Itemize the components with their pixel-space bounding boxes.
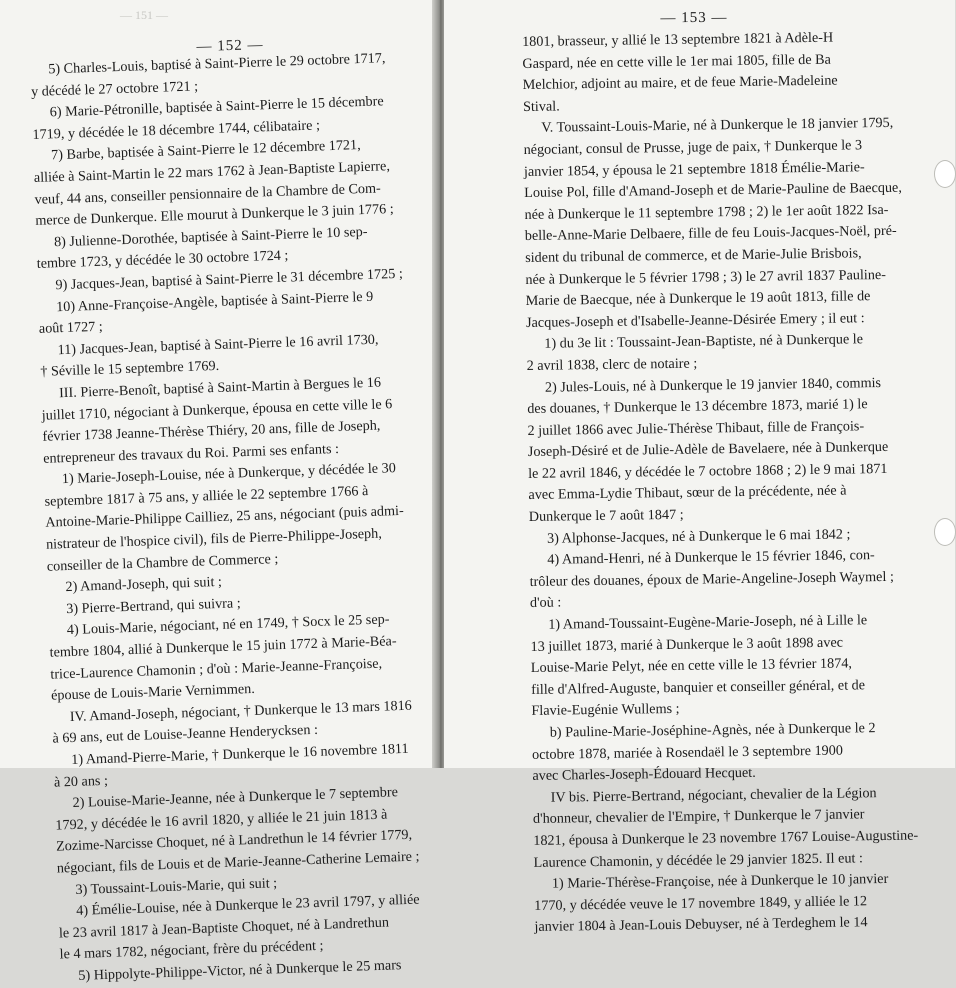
text-line: b) Pauline-Marie-Joséphine-Agnès, née à Dunkerque le 2	[549, 720, 876, 741]
text-line: Marie de Baecque, née à Dunkerque le 19 août 1813, fille de	[525, 288, 871, 310]
text-line: Gaspard, née en cette ville le 1er mai 1805, fille de Ba	[522, 51, 831, 72]
text-line: 4) Louis-Marie, négociant, né en 1749, † Socx le 25 sep-	[66, 611, 390, 639]
text-line: tembre 1804, allié à Dunkerque le 15 juin 1772 à Marie-Béa-	[49, 633, 397, 661]
text-line: à 69 ans, eut de Louise-Jeanne Henderycksen :	[52, 722, 319, 748]
text-line: 1) Marie-Joseph-Louise, née à Dunkerque, y décédée le 30	[61, 460, 397, 488]
text-line: Dunkerque le 7 août 1847 ;	[528, 506, 684, 526]
text-line: 2) Amand-Joseph, qui suit ;	[65, 574, 223, 596]
binding-hole-bottom	[934, 518, 956, 546]
text-line: 1) Amand-Pierre-Marie, † Dunkerque le 16 novembre 1811	[70, 740, 409, 769]
text-line: à 20 ans ;	[53, 772, 109, 791]
text-line: 9) Jacques-Jean, baptisé à Saint-Pierre le 31 décembre 1725 ;	[55, 265, 404, 294]
text-line: Antoine-Marie-Philippe Cailliez, 25 ans, négociant (puis admi-	[45, 503, 404, 532]
text-line: 1) Marie-Thérèse-Françoise, née à Dunkerque le 10 janvier	[551, 871, 889, 892]
text-line: fille d'Alfred-Auguste, banquier et conseiller général, et de	[531, 677, 866, 698]
text-line: 4) Amand-Henri, né à Dunkerque le 15 février 1846, con-	[547, 547, 875, 568]
text-line: négociant, consul de Prusse, juge de paix, † Dunkerque le 3	[523, 137, 863, 158]
page-number-left: — 152 —	[196, 37, 264, 55]
text-line: février 1738 Jeanne-Thérèse Thiéry, 20 ans, fille de Joseph,	[42, 417, 381, 445]
text-line: Louise-Marie Pelyt, née en cette ville le 13 février 1874,	[530, 655, 853, 677]
text-line: V. Toussaint-Louis-Marie, né à Dunkerque le 18 janvier 1795,	[541, 115, 894, 137]
text-line: 2) Jules-Louis, né à Dunkerque le 19 janvier 1840, commis	[544, 374, 882, 396]
text-line: 1792, y décédée le 16 avril 1820, y alliée le 21 juin 1813 à	[55, 806, 388, 834]
text-line: 3) Toussaint-Louis-Marie, qui suit ;	[75, 874, 278, 898]
text-line: trôleur des douanes, époux de Marie-Angeline-Joseph Waymel ;	[529, 568, 894, 590]
text-line: trice-Laurence Chamonin ; d'où : Marie-Jeanne-Françoise,	[50, 655, 383, 683]
text-line: Laurence Chamonin, y décédée le 29 janvier 1825. Il eut :	[533, 849, 864, 871]
text-line: avec Emma-Lydie Thibaut, sœur de la précédente, née à	[528, 482, 847, 504]
text-line: entrepreneur des travaux du Roi. Parmi ses enfants :	[42, 440, 340, 467]
text-line: Melchior, adjoint au maire, et de feue Marie-Madeleine	[522, 72, 838, 94]
text-line: 8) Julienne-Dorothée, baptisée à Saint-Pierre le 10 sep-	[53, 223, 368, 251]
show-through-text: — 151 —	[120, 8, 168, 22]
text-line: octobre 1878, mariée à Rosendaël le 3 septembre 1900	[531, 742, 844, 763]
text-line: 2) Louise-Marie-Jeanne, née à Dunkerque le 7 septembre	[72, 784, 399, 812]
text-line: janvier 1804 à Jean-Louis Debuyser, né à Terdeghem le 14	[534, 914, 868, 936]
text-line: alliée à Saint-Martin le 22 mars 1762 à Jean-Baptiste Lapierre,	[33, 158, 391, 186]
text-line: † Séville le 15 septembre 1769.	[40, 358, 220, 381]
binding-hole-top	[934, 160, 956, 188]
text-line: avec Charles-Joseph-Édouard Hecquet.	[532, 764, 756, 785]
text-line: tembre 1723, y décédée le 30 octobre 1724 ;	[36, 247, 289, 273]
text-line: septembre 1817 à 75 ans, y alliée le 22 septembre 1766 à	[44, 482, 369, 510]
text-line: sident du tribunal de commerce, et de Marie-Julie Brisbois,	[525, 245, 862, 266]
text-line: 3) Alphonse-Jacques, né à Dunkerque le 6 mai 1842 ;	[546, 526, 851, 547]
text-line: veuf, 44 ans, conseiller pensionnaire de la Chambre de Com-	[34, 180, 382, 208]
text-line: 1801, brasseur, y allié le 13 septembre 1821 à Adèle-H	[522, 29, 834, 50]
left-page	[0, 0, 436, 984]
text-line: 11) Jacques-Jean, baptisé à Saint-Pierre le 16 avril 1730,	[57, 331, 379, 358]
text-line: née à Dunkerque le 5 février 1798 ; 3) le 27 avril 1837 Pauline-	[525, 266, 887, 288]
text-line: Louise Pol, fille d'Amand-Joseph et de Marie-Pauline de Baecque,	[524, 179, 902, 202]
text-line: 2 avril 1838, clerc de notaire ;	[526, 355, 698, 374]
text-line: 1) Amand-Toussaint-Eugène-Marie-Joseph, né à Lille le	[548, 612, 868, 633]
text-line: Joseph-Désiré et de Julie-Adèle de Bavelaere, née à Dunkerque	[527, 439, 889, 461]
text-line: y décédé le 27 octobre 1721 ;	[30, 78, 199, 100]
text-line: merce de Dunkerque. Elle mourut à Dunkerque le 3 juin 1776 ;	[35, 201, 394, 230]
text-line: Jacques-Joseph et d'Isabelle-Jeanne-Désirée Emery ; il eut :	[525, 309, 865, 331]
text-line: juillet 1710, négociant à Dunkerque, épousa en cette ville le 6	[41, 395, 393, 424]
text-line: 1719, y décédée le 18 décembre 1744, célibataire ;	[32, 117, 321, 143]
text-line: conseiller de la Chambre de Commerce ;	[46, 550, 279, 575]
text-line: d'où :	[529, 594, 562, 612]
text-line: 6) Marie-Pétronille, baptisée à Saint-Pierre le 15 décembre	[49, 93, 384, 121]
text-line: 1821, épousa à Dunkerque le 23 novembre 1767 Louise-Augustine-	[533, 827, 919, 849]
page-number-right: — 153 —	[660, 9, 728, 27]
text-line: IV bis. Pierre-Bertrand, négociant, chevalier de la Légion	[550, 784, 877, 806]
text-line: III. Pierre-Benoît, baptisé à Saint-Martin à Bergues le 16	[58, 374, 382, 402]
text-line: 2 juillet 1866 avec Julie-Thérèse Thibaut, fille de François-	[527, 417, 865, 439]
text-line: Zozime-Narcisse Choquet, né à Landrethun le 14 février 1779,	[55, 827, 413, 855]
text-line: épouse de Louis-Marie Vernimmen.	[50, 681, 256, 704]
left-page-text	[30, 47, 457, 988]
text-line: belle-Anne-Marie Delbaere, fille de feu Louis-Jacques-Noël, pré-	[524, 223, 897, 245]
text-line: d'honneur, chevalier de l'Empire, † Dunkerque le 7 janvier	[532, 806, 865, 828]
text-line: née à Dunkerque le 11 septembre 1798 ; 2) le 1er août 1822 Isa-	[524, 201, 889, 223]
text-line: Flavie-Eugénie Wullems ;	[531, 701, 680, 720]
text-line: 3) Pierre-Bertrand, qui suivra ;	[65, 595, 241, 617]
text-line: négociant, fils de Louis et de Marie-Jeanne-Catherine Lemaire ;	[56, 848, 420, 877]
text-line: 10) Anne-Françoise-Angèle, baptisée à Saint-Pierre le 9	[55, 288, 374, 315]
text-line: IV. Amand-Joseph, négociant, † Dunkerque le 13 mars 1816	[69, 697, 413, 725]
text-line: janvier 1854, y épousa le 21 septembre 1818 Émélie-Marie-	[523, 158, 865, 180]
text-line: le 23 avril 1817 à Jean-Baptiste Choquet, né à Landrethun	[58, 914, 390, 942]
text-line: des douanes, † Dunkerque le 13 décembre 1873, marié 1) le	[527, 396, 868, 418]
text-line: 13 juillet 1873, marié à Dunkerque le 3 août 1898 avec	[530, 634, 844, 655]
text-line: nistrateur de l'hospice civil), fils de Pierre-Philippe-Joseph,	[45, 525, 383, 553]
right-page-text	[522, 26, 945, 939]
right-page	[444, 0, 955, 936]
text-line: 5) Hippolyte-Philippe-Victor, né à Dunkerque le 25 mars	[78, 957, 402, 984]
text-line: 1770, y décédée veuve le 17 novembre 1849, y alliée le 12	[534, 893, 868, 914]
text-line: 5) Charles-Louis, baptisé à Saint-Pierre le 29 octobre 1717,	[48, 50, 386, 78]
text-line: 7) Barbe, baptisée à Saint-Pierre le 12 décembre 1721,	[50, 137, 361, 164]
text-line: août 1727 ;	[38, 318, 103, 337]
text-line: 4) Émélie-Louise, née à Dunkerque le 23 avril 1797, y alliée	[75, 891, 420, 920]
text-line: le 22 avril 1846, y décédée le 7 octobre 1868 ; 2) le 9 mai 1871	[528, 460, 888, 482]
text-line: le 4 mars 1782, négociant, frère du précédent ;	[59, 938, 324, 963]
text-line: Stival.	[522, 98, 560, 115]
text-line: 1) du 3e lit : Toussaint-Jean-Baptiste, né à Dunkerque le	[544, 331, 864, 353]
